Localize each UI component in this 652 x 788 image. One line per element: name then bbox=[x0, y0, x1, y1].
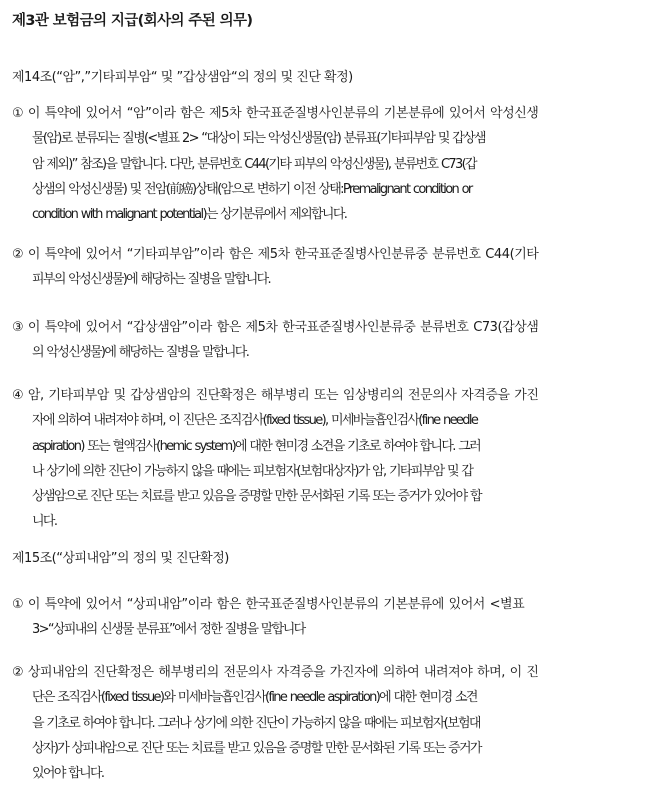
article-14-title: 제14조(“암”,”기타피부암“ 및 ”갑상샘암“의 정의 및 진단 확정) bbox=[12, 70, 353, 85]
clause-line: 의 악성신생물)에 해당하는 질병을 말합니다. bbox=[32, 345, 249, 361]
clause-line: ② 이 특약에 있어서 “기타피부암”이라 함은 제5차 한국표준질병사인분류중 분류번호 C44(기타 bbox=[12, 247, 539, 262]
clause-line: ③ 이 특약에 있어서 “갑상샘암”이라 함은 제5차 한국표준질병사인분류중 분류번호 C73(갑상샘 bbox=[12, 320, 539, 335]
article-15-title: 제15조(“상피내암”의 정의 및 진단확정) bbox=[12, 551, 229, 566]
clause-line: 나 상기에 의한 진단이 가능하지 않을 때에는 피보험자(보험대상자)가 암, 기타피부암 및 갑 bbox=[32, 463, 473, 479]
clause-line: 상샘의 악성신생물) 및 전암(前癌)상태(암으로 변하기 이전 상태:Premalignant condition or bbox=[32, 181, 472, 197]
clause-line: ① 이 특약에 있어서 “암”이라 함은 제5차 한국표준질병사인분류의 기본분류에 있어서 악성신생 bbox=[12, 106, 539, 121]
clause-line: 단은 조직검사(fixed tissue)와 미세바늘흡인검사(fine needle aspiration)에 대한 현미경 소견 bbox=[32, 690, 477, 706]
clause-line: 피부의 악성신생물)에 해당하는 질병을 말합니다. bbox=[32, 272, 270, 288]
clause-line: 상샘암으로 진단 또는 치료를 받고 있음을 증명할 만한 문서화된 기록 또는 증거가 있어야 합 bbox=[32, 489, 481, 505]
clause-line: 을 기초로 하여야 합니다. 그러나 상기에 의한 진단이 가능하지 않을 때에는 피보험자(보험대 bbox=[32, 715, 480, 731]
clause-line: aspiration) 또는 혈액검사(hemic system)에 대한 현미경 소견을 기초로 하여야 합니다. 그러 bbox=[32, 438, 481, 454]
article-14-clause-4 bbox=[12, 383, 642, 535]
article-15-clause-1 bbox=[12, 592, 642, 643]
clause-line: 암 제외)” 참조)을 말합니다. 다만, 분류번호 C44(기타 피부의 악성신생물), 분류번호 C73(갑 bbox=[32, 156, 476, 172]
clause-line: 자에 의하여 내려져야 하며, 이 진단은 조직검사(fixed tissue), 미세바늘흡인검사(fine needle bbox=[32, 413, 478, 429]
clause-line: 상자)가 상피내암으로 진단 또는 치료를 받고 있음을 증명할 만한 문서화된 기록 또는 증거가 bbox=[32, 740, 481, 756]
clause-line: ① 이 특약에 있어서 “상피내암”이라 함은 한국표준질병사인분류의 기본분류에 있어서 <별표 bbox=[12, 597, 525, 612]
article-14-clause-2 bbox=[12, 242, 642, 293]
clause-line: 니다. bbox=[32, 514, 57, 530]
clause-line: 3>“상피내의 신생물 분류표”에서 정한 질병을 말합니다 bbox=[32, 622, 305, 638]
article-15-clause-2 bbox=[12, 660, 642, 786]
clause-line: condition with malignant potential)는 상기분류에서 제외합니다. bbox=[32, 207, 347, 223]
clause-line: ② 상피내암의 진단확정은 해부병리의 전문의사 자격증을 가진자에 의하여 내려져야 하며, 이 진 bbox=[12, 665, 539, 680]
clause-line: ④ 암, 기타피부암 및 갑상샘암의 진단확정은 해부병리 또는 임상병리의 전문의사 자격증을 가진 bbox=[12, 388, 539, 403]
section-title: 제3관 보험금의 지급(회사의 주된 의무) bbox=[12, 13, 253, 29]
clause-line: 있어야 합니다. bbox=[32, 766, 104, 782]
article-14-clause-1 bbox=[12, 101, 642, 227]
clause-line: 물(암)로 분류되는 질병(<별표 2> “대상이 되는 악성신생물(암) 분류표(기타피부암 및 갑상샘 bbox=[32, 131, 485, 147]
article-14-clause-3 bbox=[12, 315, 642, 366]
